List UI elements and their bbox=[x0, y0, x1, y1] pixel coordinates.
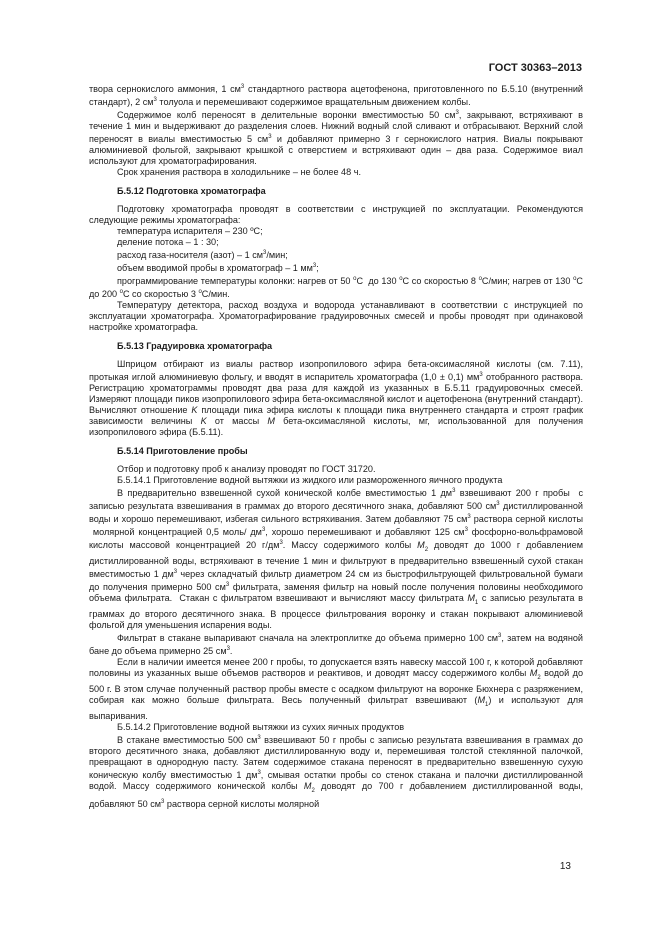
paragraph: Температуру детектора, расход воздуха и водорода устанавливают в соответствии с инструкцией по эксплуатации хроматографа. Хроматографирование градуировочных смесей и пробы проводят при одинаковой настройке хроматографа. bbox=[89, 300, 583, 333]
section-heading: Б.5.14 Приготовление пробы bbox=[117, 446, 248, 457]
paragraph: Б.5.14.1 Приготовление водной вытяжки из жидкого или размороженного яичного продукта bbox=[117, 475, 503, 486]
paragraph: программирование температуры колонки: нагрев от 50 $^о$С до 130 $^о$С со скоростью 8 $^о$С/мин; нагрев от 130 $^о$С до 200 $^о$С со скоростью 3 $^о$С/мин. bbox=[89, 276, 583, 300]
paragraph: В стакане вместимостью 500 $см^3$ взвешивают 50 г пробы с записью результата взвешивания в граммах до второго десятичного знака, добавляют дистиллированную воду и, перемешивая толстой стеклянной палочкой, превращают в однородную пасту. Затем содержимое стакана переносят в предварительно взвешенную сухую коническую колбу вместимостью 1 $дм^3$, смывая остатки пробы со стенок стакана и палочки дистиллированной водой. Массу содержимого конической колбы $M_2$ доводят до 700 г добавлением дистиллированной воды, добавляют 50 $см^3$ раствора серной кислоты молярной bbox=[89, 734, 583, 809]
paragraph: объем вводимой пробы в хроматограф – 1 $мм^3$; bbox=[117, 263, 319, 274]
paragraph: Б.5.14.2 Приготовление водной вытяжки из сухих яичных продуктов bbox=[117, 721, 405, 732]
paragraph: температура испарителя – 230 ºС; bbox=[117, 226, 263, 237]
paragraph: Фильтрат в стакане выпаривают сначала на электроплитке до объема примерно 100 $см^3$, затем на водяной бане до объема примерно 25 $см^3$. bbox=[89, 633, 583, 657]
paragraph: Срок хранения раствора в холодильнике – не более 48 ч. bbox=[117, 167, 361, 178]
paragraph: Подготовку хроматографа проводят в соответствии с инструкцией по эксплуатации. Рекомендуются следующие режимы хроматографа: bbox=[89, 204, 583, 226]
paragraph: расход газа-носителя (азот) – 1 $см^3$/мин; bbox=[117, 250, 288, 261]
paragraph: В предварительно взвешенной сухой конической колбе вместимостью 1 $дм^3$ взвешивают 200 г пробы с записью результата взвешивания в граммах до второго десятичного знака, добавляют 500 $см^3$ дистиллированной воды и хорошо перемешивают, избегая сильного встряхивания. Затем добавляют 75 $см^3$ раствора серной кислоты молярной концентрацией 0,5 моль/ $дм^3$, хорошо перемешивают и добавляют 125 $см^3$ фосфорно-вольфрамовой кислоты массовой концентрацией 20 $г/дм^3$. Массу содержимого колбы $M_2$ доводят до 1000 г добавлением дистиллированной воды, встряхивают в течение 1 мин и фильтруют в предварительно взвешенный сухой стакан вместимостью 1 $дм^3$ через складчатый фильтр диаметром 24 см из быстрофильтрующей фильтровальной бумаги до получения примерно 500 $см^3$ фильтрата, заменяя фильтр на новый после получения половины необходимого объема фильтрата. Стакан с фильтратом взвешивают и вычисляют массу фильтрата $M_1$ с записью результата в граммах до второго десятичного знака. В процессе фильтрования воронку и стакан покрывают алюминиевой фольгой для уменьшения испарения воды. bbox=[89, 488, 584, 631]
paragraph: Шприцом отбирают из виалы раствор изопропилового эфира бета-оксимасляной кислоты (см. 7.11), протыкая иглой алюминиевую фольгу, и вводят в испаритель хроматографа (1,0 ± 0,1) $мм^3$ отобранного раствора. Регистрацию хроматограммы проводят два раза для каждой из указанных в Б.5.11 градуировочных смесей. Измеряют площади пиков изопропилового эфира бета-оксимасляной кислот и ацетофенона (внутренний стандарт). Вычисляют отношение K площади пика эфира кислоты к площади пика внутреннего стандарта и строят график зависимости величины K от массы M бета-оксимасляной кислоты, мг, использованной для получения изопропилового эфира (Б.5.11). bbox=[89, 359, 584, 438]
page-number: 13 bbox=[559, 861, 571, 872]
body-text bbox=[89, 82, 583, 810]
document-code-header: ГОСТ 30363–2013 bbox=[488, 62, 582, 74]
section-heading: Б.5.12 Подготовка хроматографа bbox=[117, 186, 266, 197]
paragraph: деление потока – 1 : 30; bbox=[117, 237, 219, 248]
paragraph: Содержимое колб переносят в делительные воронки вместимостью 50 $см^3$, закрывают, встряхивают в течение 1 мин и выдерживают до разделения слоев. Нижний водный слой сливают и отбрасывают. Верхний слой переносят в виалы вместимостью 5 $см^3$ и добавляют примерно 3 г сернокислого натрия. Виалы покрывают алюминиевой фольгой, закрывают крышкой с отверстием и встряхивают один – два раза. Содержимое виал используют для хроматографирования. bbox=[89, 110, 583, 167]
paragraph: Отбор и подготовку проб к анализу проводят по ГОСТ 31720. bbox=[117, 464, 376, 475]
paragraph: Если в наличии имеется менее 200 г пробы, то допускается взять навеску массой 100 г, к которой добавляют половины из указанных выше объемов растворов и реактивов, и доводят массу содержимого колбы $M_2$ водой до 500 г. В этом случае полученный раствор пробы вместе с осадком фильтруют на воронке Бюхнера с разряжением, собирая как можно больше фильтрата. Весь полученный фильтрат взвешивают $(M_1)$ и используют для выпаривания. bbox=[89, 657, 583, 721]
paragraph: твора сернокислого аммония, 1 $см^3$ стандартного раствора ацетофенона, приготовленного по Б.5.10 (внутренний стандарт), 2 $см^3$ толуола и перемешивают содержимое вращательным движением колбы. bbox=[89, 84, 584, 108]
section-heading: Б.5.13 Градуировка хроматографа bbox=[117, 341, 273, 352]
